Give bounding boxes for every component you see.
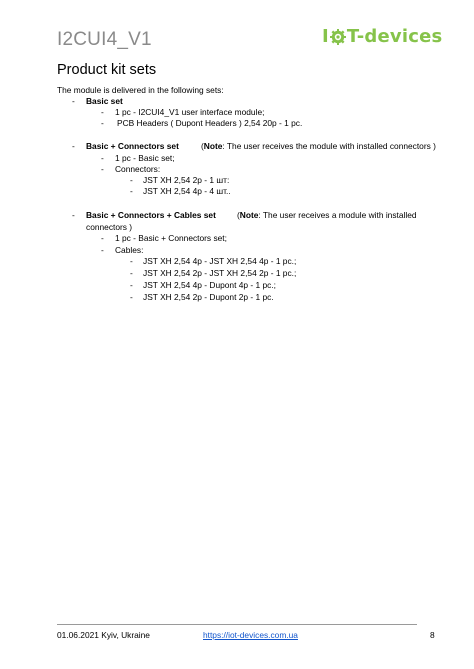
set-bullet: - [72, 96, 75, 106]
page-number: 8 [430, 630, 435, 640]
note-label: Note [203, 141, 223, 151]
list-bullet: - [101, 233, 104, 243]
list-bullet: - [101, 164, 104, 174]
sublist-bullet: - [130, 292, 133, 302]
list-item: Cables: [115, 245, 144, 255]
footer-website-link[interactable]: https://iot-devices.com.ua [203, 630, 298, 640]
list-bullet: - [101, 245, 104, 255]
sublist-item: JST XH 2,54 4p - Dupont 4p - 1 pc.; [143, 280, 276, 290]
list-item: PCB Headers ( Dupont Headers ) 2,54 20p - 1 pc. [117, 118, 303, 128]
note-paren: ( [237, 210, 240, 220]
note-paren: ( [201, 141, 204, 151]
set-name-basic: Basic set [86, 96, 123, 106]
sublist-item: JST XH 2,54 2p - 1 шт: [143, 175, 230, 185]
intro-text: The module is delivered in the following sets: [57, 85, 224, 95]
brand-logo [322, 26, 442, 47]
sublist-bullet: - [130, 175, 133, 185]
list-bullet: - [101, 153, 104, 163]
note-text: : The user receives a module with installed [258, 210, 417, 220]
sublist-bullet: - [130, 256, 133, 266]
set-name-cables: Basic + Connectors + Cables set [86, 210, 216, 220]
note-text: : The user receives the module with installed connectors ) [222, 141, 436, 151]
document-header-title: I2CUI4_V1 [57, 29, 152, 50]
set-bullet: - [72, 141, 75, 151]
brand-suffix: T-devices [346, 26, 443, 47]
list-bullet: - [101, 107, 104, 117]
brand-prefix: I [322, 26, 329, 47]
sublist-item: JST XH 2,54 4p - 4 шт.. [143, 186, 231, 196]
list-item: 1 pc - Basic set; [115, 153, 175, 163]
list-bullet: - [101, 118, 104, 128]
set-bullet: - [72, 210, 75, 220]
note-continuation: connectors ) [86, 222, 133, 232]
gear-icon [330, 29, 346, 45]
list-item: 1 pc - Basic + Connectors set; [115, 233, 227, 243]
footer-divider [57, 624, 417, 625]
sublist-item: JST XH 2,54 2p - JST XH 2,54 2p - 1 pc.; [143, 268, 297, 278]
list-item: 1 pc - I2CUI4_V1 user interface module; [115, 107, 265, 117]
section-title: Product kit sets [57, 62, 157, 78]
list-item: Connectors: [115, 164, 161, 174]
footer-date-place: 01.06.2021 Kyiv, Ukraine [57, 630, 150, 640]
note-label: Note [239, 210, 259, 220]
set-name-connectors: Basic + Connectors set [86, 141, 179, 151]
set-note [201, 141, 436, 152]
sublist-bullet: - [130, 280, 133, 290]
set-note [237, 210, 417, 221]
sublist-item: JST XH 2,54 4p - JST XH 2,54 4p - 1 pc.; [143, 256, 297, 266]
sublist-bullet: - [130, 268, 133, 278]
sublist-item: JST XH 2,54 2p - Dupont 2p - 1 pc. [143, 292, 274, 302]
sublist-bullet: - [130, 186, 133, 196]
